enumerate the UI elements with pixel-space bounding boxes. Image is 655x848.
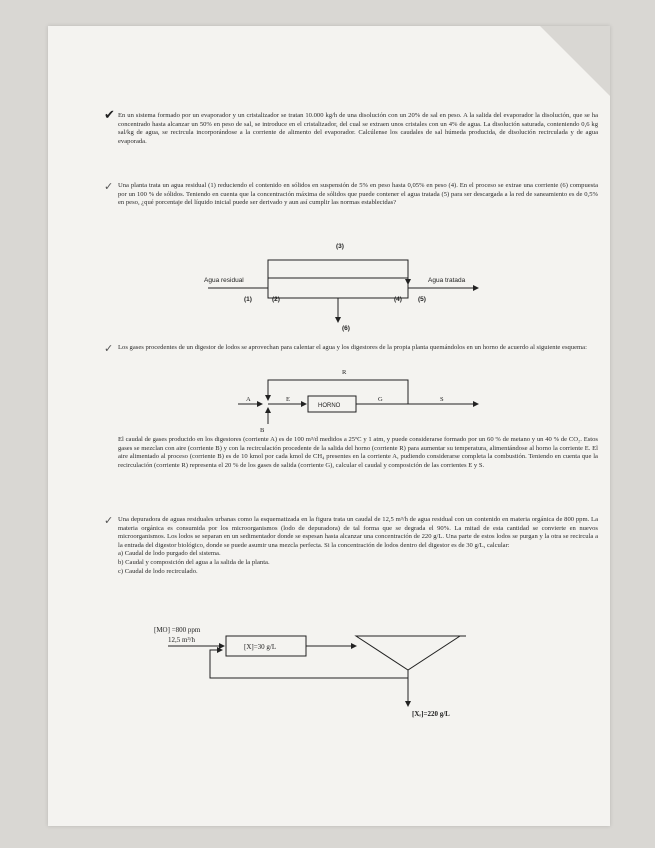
stream-e-label: E [286, 396, 290, 403]
stream-r-label: R [342, 369, 347, 376]
stream-3-label: (3) [336, 243, 344, 250]
problem-3-body [118, 436, 598, 470]
checkmark-icon: ✓ [104, 180, 114, 193]
checkmark-icon: ✓ [104, 342, 114, 355]
outlet-label: Agua tratada [428, 277, 466, 284]
checkmark-icon: ✔ [104, 108, 115, 123]
question-list [118, 550, 598, 576]
stream-6-label: (6) [342, 325, 350, 332]
inflow-label: 12,5 m³/h [168, 636, 195, 644]
document-page [48, 26, 610, 826]
problem-4 [104, 514, 598, 576]
stream-b-label: B [260, 427, 265, 434]
stream-2-label: (2) [272, 296, 280, 303]
furnace-diagram [228, 366, 488, 447]
problem-3-intro: Los gases procedentes de un digestor de lodos se aprovechan para calentar el agua y los digestores de la propia planta quemándolos en un horno de acuerdo al siguiente esquema: [118, 344, 587, 351]
stream-5-label: (5) [418, 296, 426, 303]
question-item-c: c) Caudal de lodo recirculado. [118, 567, 198, 575]
stream-4-label: (4) [394, 296, 402, 303]
problem-2-text: Una planta trata un agua residual (1) reduciendo el contenido en sólidos en suspensión de 5% en peso hasta 0,05% en peso (4). En el proceso se extrae una corriente (6) compuesta por un 100 % de sólidos. Teniendo en cuenta que la concentración máxima de sólidos que puede contener el agua tratada (5) para ser descargada a la red de saneamiento es de 0,5% en peso, ¿qué porcentaje del líquido inicial puede ser derivado y aun así cumplir las normas establecidas? [118, 182, 598, 207]
problem-4-text: Una depuradora de aguas residuales urbanas como la esquematizada en la figura trata un caudal de 12,5 m³/h de agua residual con un contenido en materia orgánica de 800 ppm. La materia orgánica es consumida por los microorganismos (lodo de depuradora) de tal forma que se degrada el 90%. La mitad de esta cantidad se convierte en nuevos microorganismos. Los lodos se separan en un sedimentador donde se espesan hasta alcanzar una concentración de 220 g/L. Una parte de estos lodos se purgan y la otra se recircula a la entrada del digestor biológico, donde se puede asumir una mezcla perfecta. Si la concentración de lodos dentro del digestor es de 30 g/L, calcular: [118, 516, 598, 549]
wastewater-diagram [148, 622, 468, 727]
stream-g-label: G [378, 396, 383, 403]
problem-3 [104, 342, 598, 355]
purge-concentration-label: [Xᵣ]=220 g/L [412, 710, 450, 718]
separation-diagram-svg [188, 238, 488, 334]
stream-a-label: A [246, 396, 251, 403]
problem-1 [104, 108, 598, 146]
problem-1-text: En un sistema formado por un evaporador y un cristalizador se tratan 10.000 kg/h de una disolución con un 20% de sal en peso. A la salida del evaporador la disolución, que se ha concentrado hasta alcanzar un 50% en peso de sal, se introduce en el cristalizador, del cual se extraen unos cristales con un 4% de agua. La disolución saturada, conteniendo 0,6 kg sal/kg de agua, se recircula incorporándose a la corriente de alimento del evaporador. Calcúlense los caudales de sal húmeda producida, de disolución recirculada y de agua evaporada. [118, 112, 598, 145]
organic-matter-label: [MO] =800 ppm [154, 626, 201, 634]
question-item-b: b) Caudal y composición del agua a la salida de la planta. [118, 558, 270, 566]
stream-s-label: S [440, 396, 444, 403]
settler-shape [356, 636, 460, 670]
problem-2 [104, 180, 598, 208]
page-fold [540, 26, 610, 96]
problem-3-text: El caudal de gases producido en los digestores (corriente A) es de 100 m³/d medidos a 25ºC y 1 atm, y puede considerarse formado por un 60 % de metano y un 40 % de CO₂. Estos gases se mezclan con aire (corriente B) y con la recirculación procedente de la salida del horno (corriente R) para aumentar su temperatura, alimentándose al horno la corriente E. El aire alimentado al proceso (corriente B) es de 10 kmol por cada kmol de CH₄ presentes en la corriente A, pudiendo considerarse completa la combustión. Teniendo en cuenta que la recirculación (corriente R) representa el 20 % de los gases de salida (corriente G), calcular el caudal y composición de las corrientes E y S. [118, 436, 598, 469]
furnace-label: HORNO [318, 403, 341, 409]
furnace-diagram-svg [228, 366, 488, 442]
wastewater-diagram-svg [148, 622, 468, 722]
question-item-a: a) Caudal de lodo purgado del sistema. [118, 550, 221, 558]
checkmark-icon: ✓ [104, 514, 114, 527]
digester-concentration-label: [X]=30 g/L [244, 643, 277, 651]
separation-diagram [188, 238, 488, 339]
stream-1-label: (1) [244, 296, 252, 303]
inlet-label: Agua residual [204, 277, 244, 284]
process-box [268, 278, 408, 298]
